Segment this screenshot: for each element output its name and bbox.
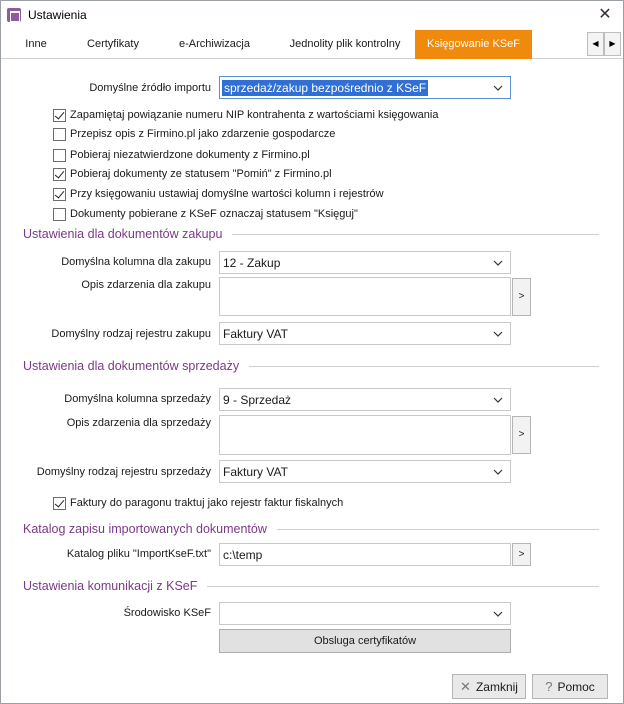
tab-bar <box>1 30 623 59</box>
chevron-right-icon: > <box>518 291 525 302</box>
option-copy-description-checkbox[interactable] <box>53 128 66 141</box>
option-skip-status[interactable] <box>53 166 332 182</box>
sales-section-title: Ustawienia dla dokumentów sprzedaży <box>23 359 240 373</box>
purchase-desc-picker-button[interactable] <box>512 278 531 316</box>
option-receipt-fiscal[interactable] <box>53 495 343 511</box>
catalog-path-input[interactable] <box>219 543 511 566</box>
option-skip-status-checkbox[interactable] <box>53 168 66 181</box>
chevron-down-icon <box>492 81 504 95</box>
sales-desc-textarea[interactable] <box>219 415 511 455</box>
tab-scroll-right-button[interactable]: ▶ <box>604 32 621 56</box>
ksef-section-header <box>23 578 599 594</box>
tab-ksiegowanie-ksef[interactable]: Księgowanie KSeF <box>415 30 532 59</box>
catalog-section-title: Katalog zapisu importowanych dokumentów <box>23 522 267 536</box>
catalog-browse-button[interactable] <box>512 543 531 566</box>
title-bar <box>1 1 623 30</box>
section-divider <box>249 366 599 367</box>
option-default-values-label: Przy księgowaniu ustawiaj domyślne wartości kolumn i rejestrów <box>70 188 384 200</box>
sales-register-value: Faktury VAT <box>223 465 288 479</box>
option-status-ksieguj-checkbox[interactable] <box>53 208 66 221</box>
close-x-icon: ✕ <box>460 678 471 694</box>
section-divider <box>207 586 599 587</box>
tab-inne[interactable]: Inne <box>25 38 47 50</box>
tab-scroll-arrows <box>587 32 621 56</box>
tab-certyfikaty[interactable]: Certyfikaty <box>87 38 139 50</box>
catalog-file-label: Katalog pliku "ImportKseF.txt" <box>66 548 211 560</box>
section-divider <box>277 529 599 530</box>
purchase-register-label: Domyślny rodzaj rejestru zakupu <box>51 328 211 340</box>
option-receipt-fiscal-label: Faktury do paragonu traktuj jako rejestr faktur fiskalnych <box>70 497 344 509</box>
window-close-button[interactable] <box>593 4 617 26</box>
option-remember-nip-label: Zapamiętaj powiązanie numeru NIP kontrahenta z wartościami księgowania <box>70 109 439 121</box>
option-skip-status-label: Pobieraj dokumenty ze statusem "Pomiń" z Firmino.pl <box>70 168 332 180</box>
option-status-ksieguj[interactable] <box>53 206 358 222</box>
tab-e-archiwizacja[interactable]: e-Archiwizacja <box>179 38 250 50</box>
tab-jpk[interactable]: Jednolity plik kontrolny <box>289 38 401 50</box>
sales-register-select[interactable] <box>219 460 511 483</box>
purchase-desc-textarea[interactable] <box>219 277 511 316</box>
help-button[interactable] <box>532 674 608 699</box>
section-divider <box>232 234 599 235</box>
ksef-env-select[interactable] <box>219 602 511 625</box>
catalog-path-value: c:\temp <box>223 548 263 562</box>
close-button-label: Zamknij <box>475 679 518 694</box>
sales-column-select[interactable] <box>219 388 511 411</box>
import-source-label: Domyślne źródło importu <box>89 82 211 94</box>
option-remember-nip-checkbox[interactable] <box>53 109 66 122</box>
purchase-register-select[interactable] <box>219 322 511 345</box>
option-remember-nip[interactable] <box>53 107 438 123</box>
purchase-column-value: 12 - Zakup <box>223 256 281 270</box>
chevron-down-icon <box>492 256 504 270</box>
option-default-values-checkbox[interactable] <box>53 188 66 201</box>
option-unapproved-docs[interactable] <box>53 147 310 163</box>
chevron-down-icon <box>492 327 504 341</box>
option-unapproved-docs-label: Pobieraj niezatwierdzone dokumenty z Firmino.pl <box>70 149 310 161</box>
ksef-env-label: Środowisko KSeF <box>123 607 211 619</box>
purchase-column-select[interactable] <box>219 251 511 274</box>
sales-column-label: Domyślna kolumna sprzedaży <box>64 393 211 405</box>
sales-desc-label: Opis zdarzenia dla sprzedaży <box>66 417 211 429</box>
window-title: Ustawienia <box>28 8 87 22</box>
chevron-right-icon: > <box>518 429 525 440</box>
chevron-right-icon: > <box>518 549 525 560</box>
purchase-section-title: Ustawienia dla dokumentów zakupu <box>23 227 223 241</box>
sales-register-label: Domyślny rodzaj rejestru sprzedaży <box>36 466 211 478</box>
purchase-desc-label: Opis zdarzenia dla zakupu <box>81 279 211 291</box>
import-source-select[interactable] <box>219 76 511 99</box>
help-icon: ? <box>545 679 553 694</box>
option-receipt-fiscal-checkbox[interactable] <box>53 497 66 510</box>
sales-column-value: 9 - Sprzedaż <box>223 393 292 407</box>
tab-scroll-left-button[interactable]: ◀ <box>587 32 604 56</box>
chevron-down-icon <box>492 393 504 407</box>
import-source-value: sprzedaż/zakup bezpośrednio z KSeF <box>224 81 427 95</box>
option-copy-description-label: Przepisz opis z Firmino.pl jako zdarzenie gospodarcze <box>70 128 336 140</box>
close-icon: ✕ <box>598 6 612 23</box>
purchase-column-label: Domyślna kolumna dla zakupu <box>61 256 211 268</box>
help-button-label: Pomoc <box>557 679 595 694</box>
option-default-values[interactable] <box>53 186 384 202</box>
option-status-ksieguj-label: Dokumenty pobierane z KSeF oznaczaj statusem "Księguj" <box>70 208 358 220</box>
close-button[interactable] <box>452 674 526 699</box>
option-unapproved-docs-checkbox[interactable] <box>53 149 66 162</box>
certificates-button[interactable]: Obsluga certyfikatów <box>219 629 511 653</box>
purchase-section-header <box>23 226 599 242</box>
catalog-section-header <box>23 521 599 537</box>
sales-desc-picker-button[interactable] <box>512 416 531 454</box>
ksef-section-title: Ustawienia komunikacji z KSeF <box>23 579 198 593</box>
app-book-icon <box>7 8 21 22</box>
chevron-down-icon <box>492 465 504 479</box>
purchase-register-value: Faktury VAT <box>223 327 288 341</box>
chevron-down-icon <box>492 607 504 621</box>
sales-section-header <box>23 358 599 374</box>
option-copy-description[interactable] <box>53 126 335 142</box>
